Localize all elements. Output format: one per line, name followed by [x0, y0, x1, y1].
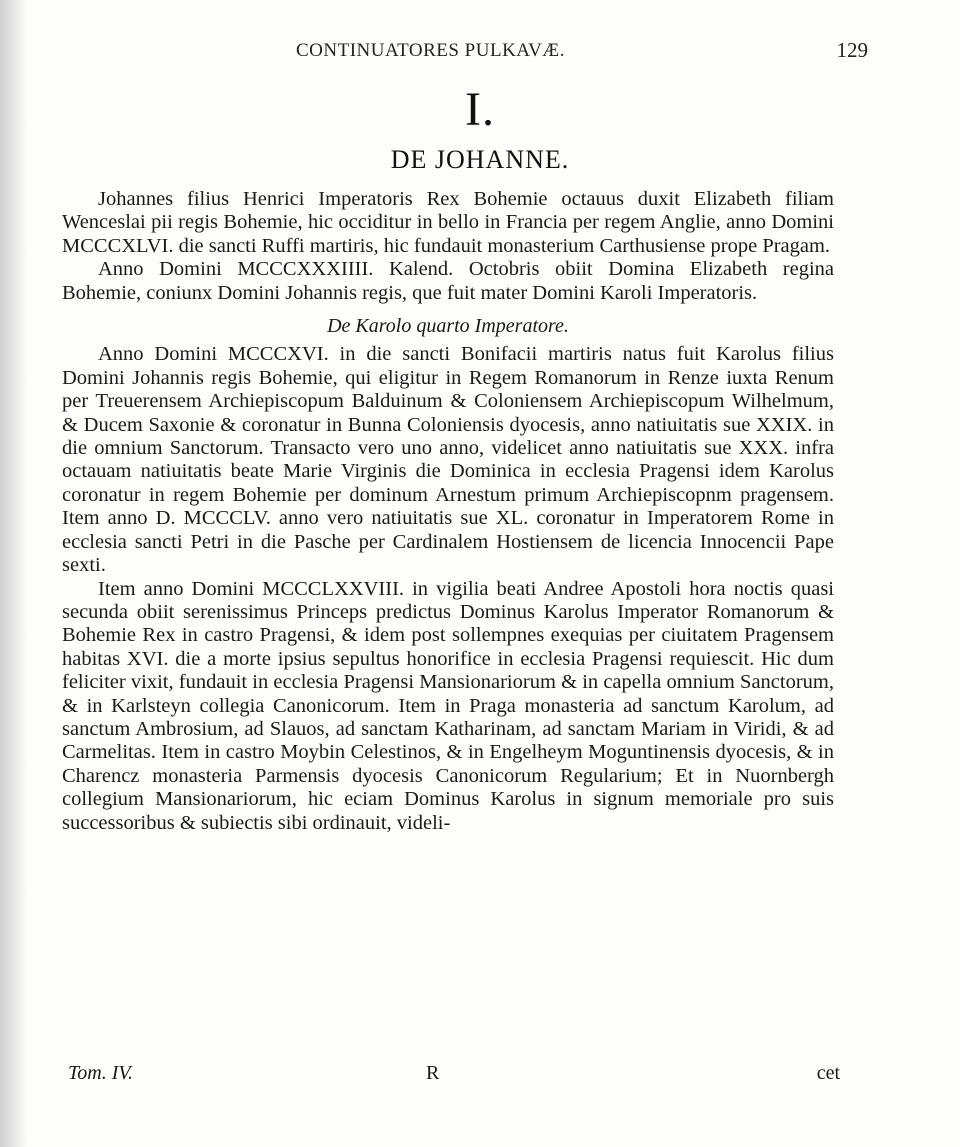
running-title: CONTINUATORES PULKAVÆ.: [296, 40, 565, 61]
body-text: [62, 188, 834, 835]
paragraph: Item anno Domini MCCCLXXVIII. in vigilia beati Andree Apostoli hora noctis quasi secunda obiit serenissimus Princeps predictus Dominus Karolus Imperator Romanorum & Bohemie Rex in castro Pragensi, & idem post sollempnes exequias per ciuitatem Pragensem habitas XVI. die a morte ipsius sepultus honorifice in ecclesia Pragensi requiescit. Hic dum feliciter vixit, fundauit in ecclesia Pragensi Mansionariorum & in capella omnium Sanctorum, & in Karlsteyn collegia Canonicorum. Item in Praga monasteria ad sanctum Karolum, ad sanctum Ambrosium, ad Slauos, ad sanctam Katharinam, ad sanctam Mariam in Viridi, & ad Carmelitas. Item in castro Moybin Celestinos, & in Engelheym Moguntinensis dyocesis, & in Charencz monasteria Parmensis dyocesis Canonicorum Regularium; Et in Nuornbergh collegium Mansionariorum, hic eciam Dominus Karolus in signum memoriale pro suis successoribus & subiectis sibi ordinauit, videli-: [62, 577, 834, 834]
volume-label: Tom. IV.: [68, 1062, 134, 1084]
paragraph: Anno Domini MCCCXVI. in die sancti Bonifacii martiris natus fuit Karolus filius Domini Johannis regis Bohemie, qui eligitur in Regem Romanorum in Renze iuxta Renum per Treuerensem Archiepiscopum Balduinum & Coloniensem Archiepiscopum Wilhelmum, & Ducem Saxonie & coronatur in Bunna Coloniensis dyocesis, anno natiuitatis sue XXIX. in die omnium Sanctorum. Transacto vero uno anno, videlicet anno natiuitatis sue XXX. infra octauam natiuitatis beate Marie Virginis die Dominica in ecclesia Pragensi idem Karolus coronatur in regem Bohemie per dominum Arnestum primum Archiepiscopnm pragensem. Item anno D. MCCCLV. anno vero natiuitatis sue XL. coronatur in Imperatorem Rome in ecclesia sancti Petri in die Pasche per Cardinalem Hostiensem de licencia Innocencii Pape sexti.: [62, 343, 834, 577]
section-numeral: I.: [465, 83, 495, 136]
chapter-heading: DE JOHANNE.: [390, 145, 570, 174]
subheading: De Karolo quarto Imperatore.: [327, 315, 569, 338]
page-number: 129: [836, 38, 868, 62]
page-footer: [62, 1062, 840, 1088]
paragraph: Johannes filius Henrici Imperatoris Rex Bohemie octauus duxit Elizabeth filiam Wenceslai pii regis Bohemie, hic occiditur in bello in Francia per regem Anglie, anno Domini MCCCXLVI. die sancti Ruffi martiris, hic fundauit monasterium Carthusiense prope Pragam.: [62, 188, 834, 257]
catchword: cet: [816, 1062, 840, 1084]
signature-mark: R: [426, 1062, 440, 1084]
paragraph: Anno Domini MCCCXXXIIII. Kalend. Octobris obiit Domina Elizabeth regina Bohemie, coniunx Domini Johannis regis, que fuit mater Domini Karoli Imperatoris.: [62, 258, 834, 304]
